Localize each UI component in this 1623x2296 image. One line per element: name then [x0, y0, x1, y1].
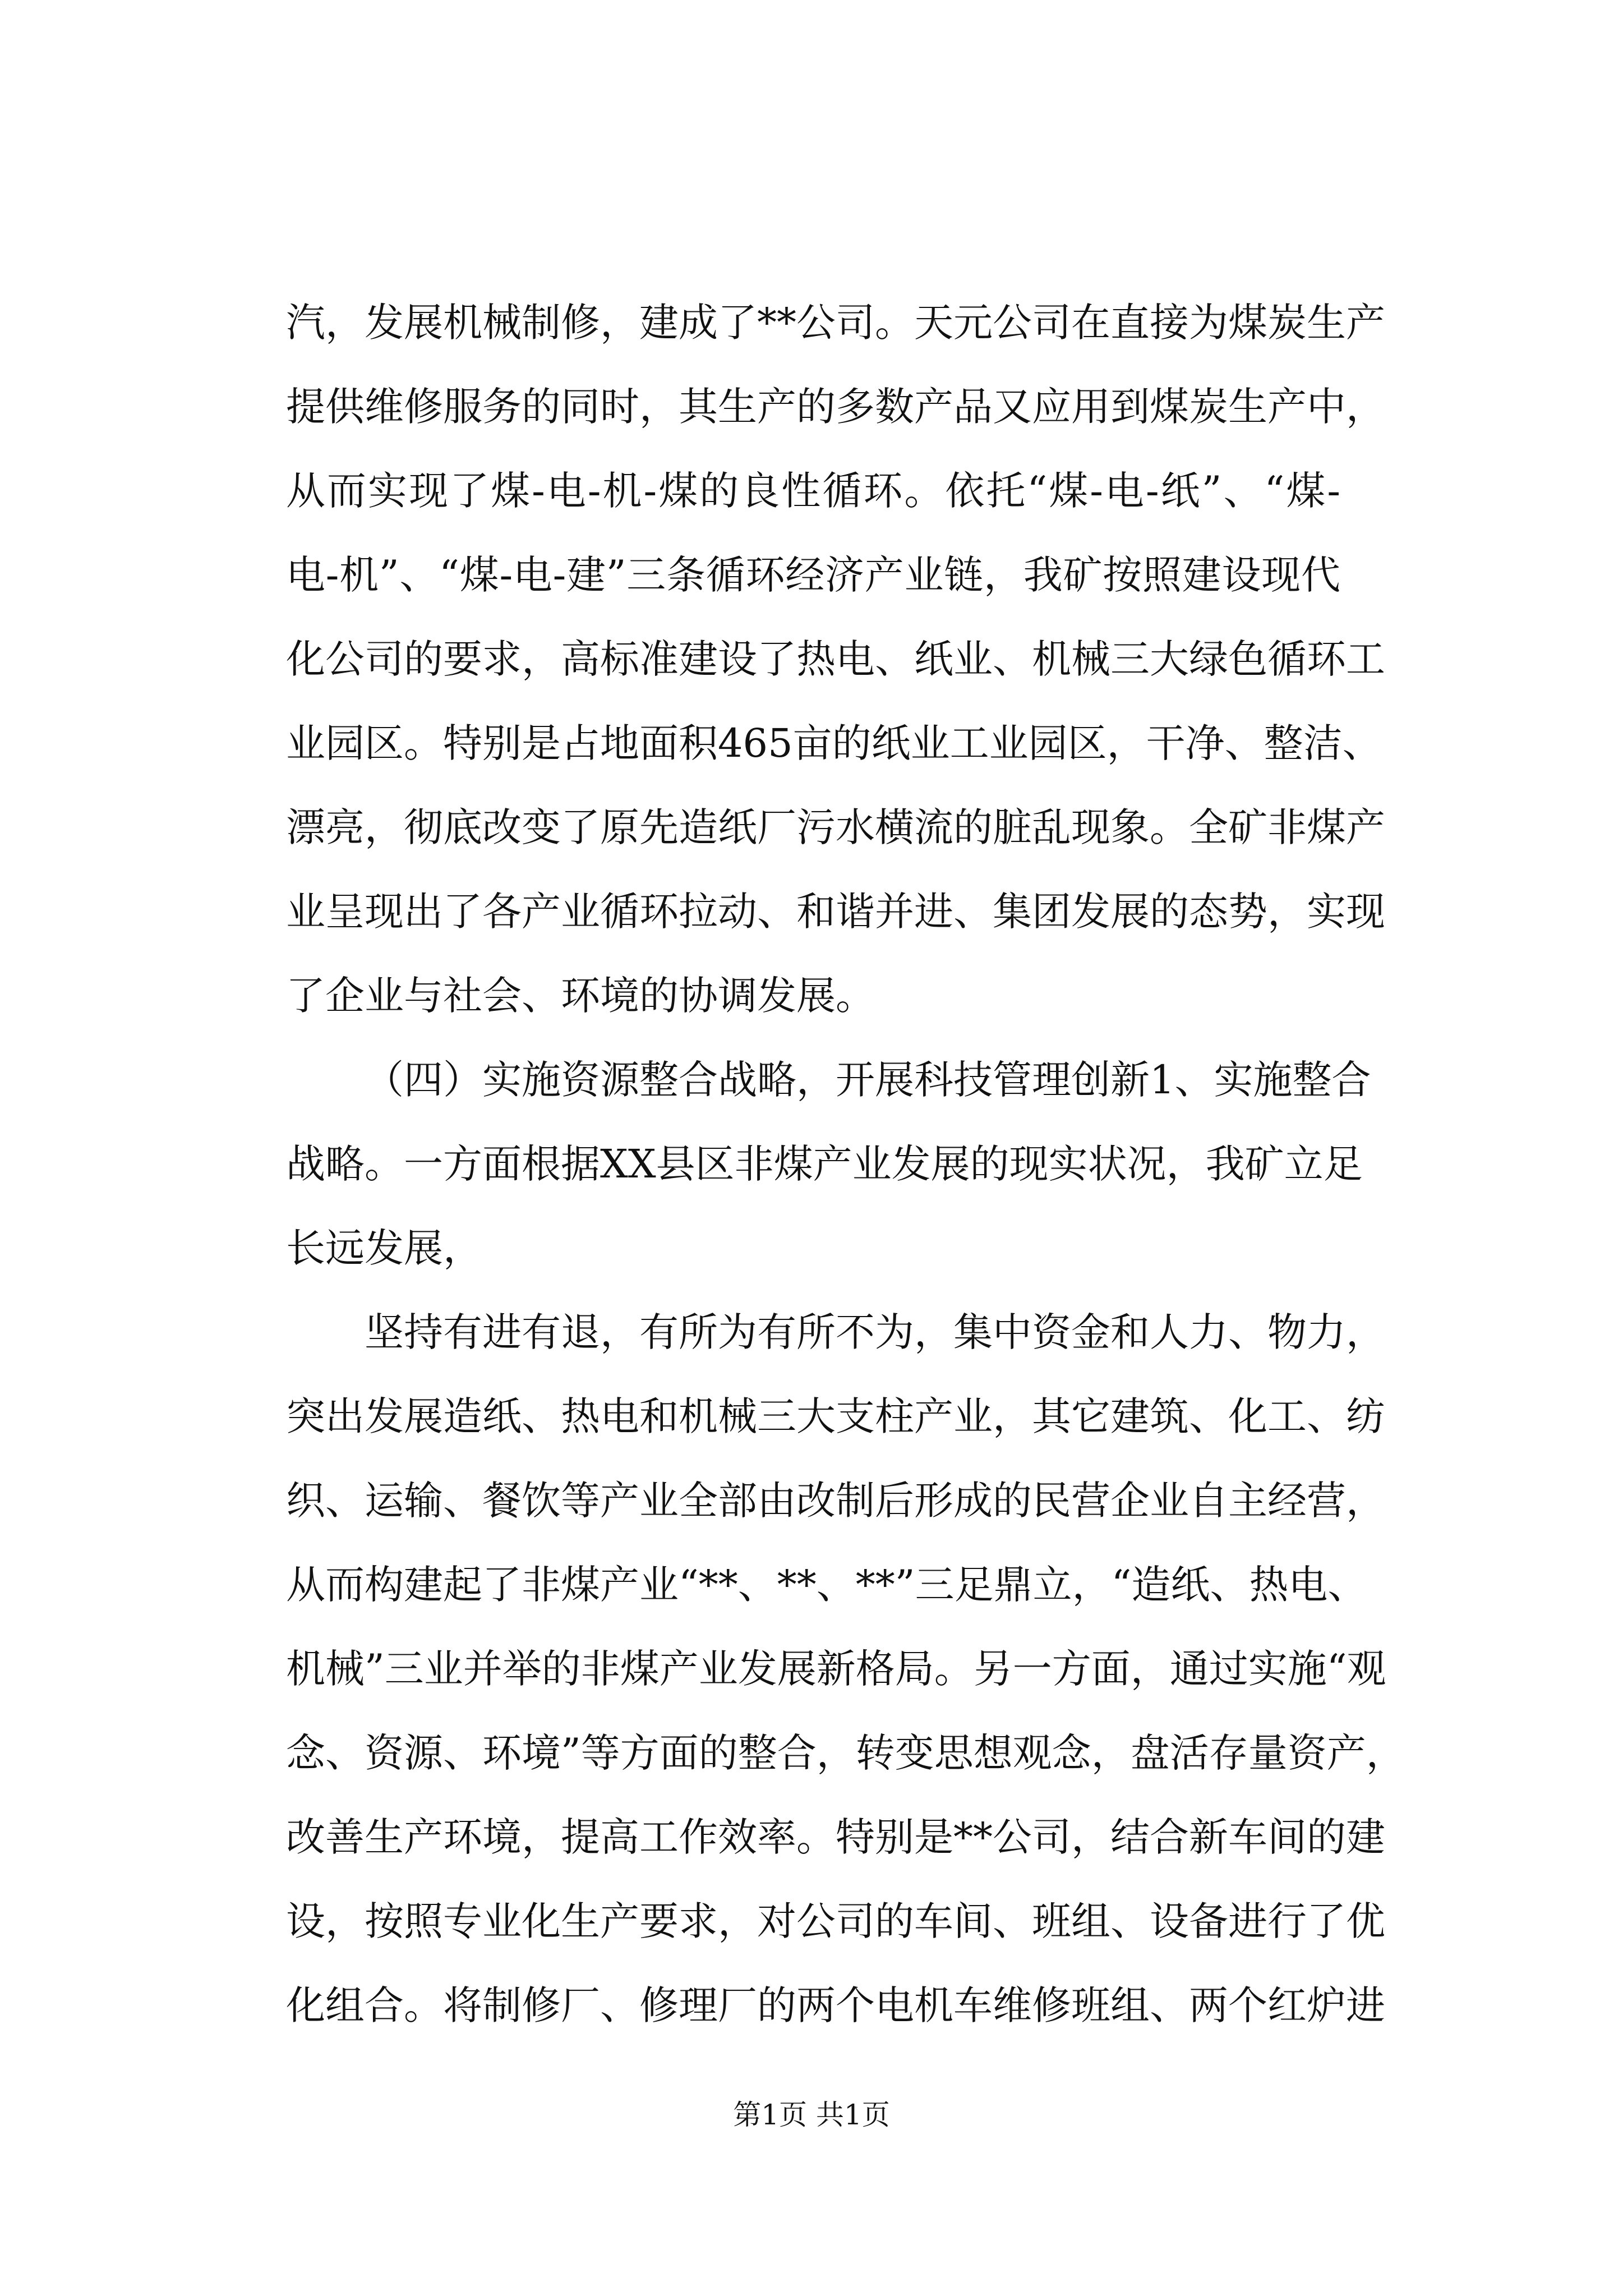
- paragraph-1-line-6: 业园区。特别是占地面积465亩的纸业工业园区，干净、整洁、: [286, 720, 1382, 766]
- paragraph-3-line-3: 织、运输、餐饮等产业全部由改制后形成的民营企业自主经营，: [286, 1478, 1385, 1524]
- paragraph-3-line-7: 改善生产环境，提高工作效率。特别是**公司，结合新车间的建: [286, 1814, 1385, 1860]
- paragraph-3-line-1: 坚持有进有退，有所为有所不为，集中资金和人力、物力，: [365, 1309, 1385, 1355]
- paragraph-3-line-8: 设，按照专业化生产要求，对公司的车间、班组、设备进行了优: [286, 1898, 1385, 1944]
- paragraph-3-line-2: 突出发展造纸、热电和机械三大支柱产业，其它建筑、化工、纺: [286, 1393, 1385, 1439]
- paragraph-2-line-1: （四）实施资源整合战略，开展科技管理创新1、实施整合: [365, 1057, 1371, 1103]
- paragraph-1-line-9: 了企业与社会、环境的协调发展。: [286, 973, 875, 1019]
- paragraph-1-line-2: 提供维修服务的同时，其生产的多数产品又应用到煤炭生产中，: [286, 384, 1385, 430]
- paragraph-1-line-3: 从而实现了煤-电-机-煤的良性循环。依托“煤-电-纸”、“煤-: [286, 468, 1340, 514]
- paragraph-3-line-5: 机械”三业并举的非煤产业发展新格局。另一方面，通过实施“观: [286, 1646, 1386, 1692]
- paragraph-1-line-1: 汽，发展机械制修，建成了**公司。天元公司在直接为煤炭生产: [286, 300, 1385, 346]
- paragraph-1-line-5: 化公司的要求，高标准建设了热电、纸业、机械三大绿色循环工: [286, 636, 1385, 682]
- paragraph-1-line-8: 业呈现出了各产业循环拉动、和谐并进、集团发展的态势，实现: [286, 889, 1385, 935]
- page-footer: 第1页 共1页: [733, 2099, 890, 2131]
- paragraph-2-line-2: 战略。一方面根据XX县区非煤产业发展的现实状况，我矿立足: [286, 1141, 1363, 1187]
- paragraph-1-line-7: 漂亮，彻底改变了原先造纸厂污水横流的脏乱现象。全矿非煤产: [286, 804, 1385, 850]
- paragraph-3-line-9: 化组合。将制修厂、修理厂的两个电机车维修班组、两个红炉进: [286, 1982, 1385, 2028]
- paragraph-1-line-4: 电-机”、“煤-电-建”三条循环经济产业链，我矿按照建设现代: [286, 552, 1340, 598]
- paragraph-2-line-3: 长远发展，: [286, 1225, 482, 1271]
- paragraph-3-line-6: 念、资源、环境”等方面的整合，转变思想观念，盘活存量资产，: [286, 1730, 1405, 1776]
- paragraph-3-line-4: 从而构建起了非煤产业“**、**、**”三足鼎立，“造纸、热电、: [286, 1562, 1367, 1608]
